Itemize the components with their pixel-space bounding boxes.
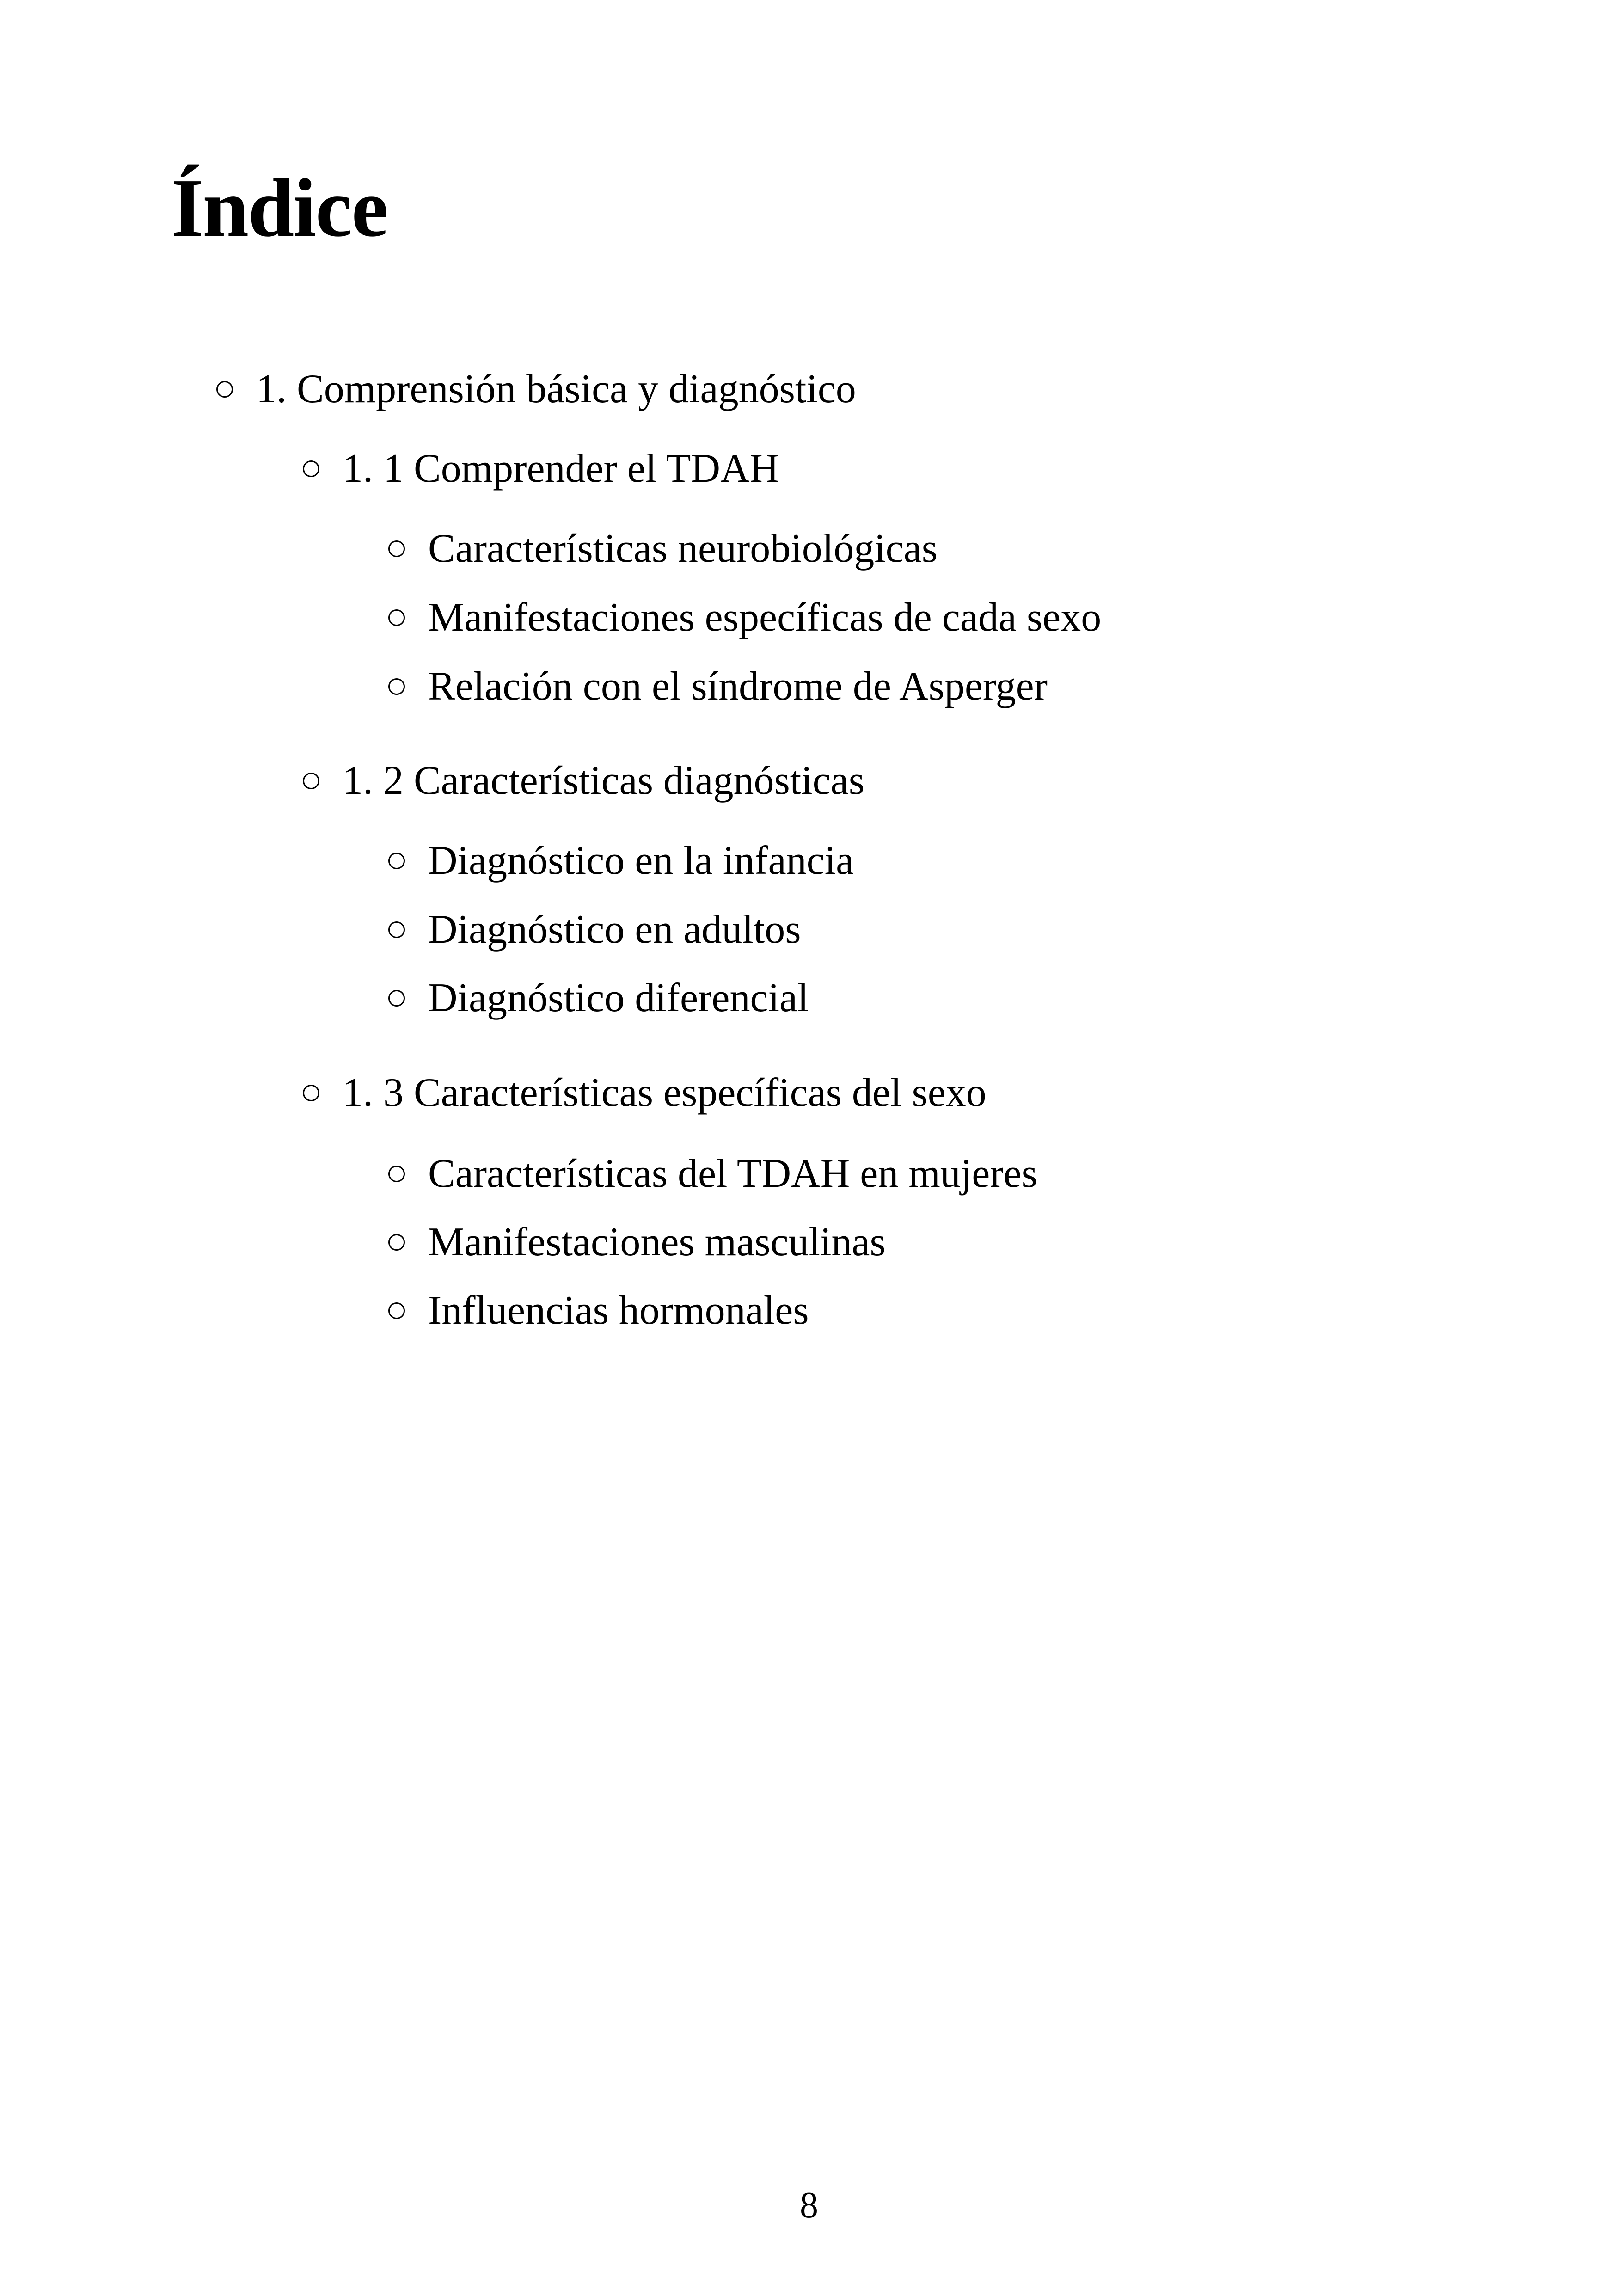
circle-bullet-icon [388, 540, 405, 557]
circle-bullet-icon [388, 1234, 405, 1251]
toc-section-1-3[interactable] [303, 1070, 987, 1115]
toc-item[interactable] [388, 1151, 1037, 1196]
toc-item-label: Características neurobiológicas [428, 526, 938, 571]
toc-section-label: 1. 2 Características diagnósticas [343, 758, 864, 803]
toc-item-label: Diagnóstico en la infancia [428, 838, 854, 883]
circle-bullet-icon [388, 678, 405, 695]
toc-item-label: Relación con el síndrome de Asperger [428, 664, 1048, 709]
toc-section-label: 1. 1 Comprender el TDAH [343, 446, 779, 491]
toc-item-label: Manifestaciones específicas de cada sexo [428, 595, 1102, 640]
toc-section-1-2[interactable] [303, 758, 864, 803]
toc-item-label: Diagnóstico diferencial [428, 976, 809, 1020]
toc-item-label: Diagnóstico en adultos [428, 907, 801, 952]
toc-item[interactable] [388, 597, 1101, 638]
page-title: Índice [171, 162, 388, 254]
toc-chapter-label: 1. Comprensión básica y diagnóstico [256, 367, 856, 411]
circle-bullet-icon [303, 1085, 319, 1101]
circle-bullet-icon [388, 1302, 405, 1319]
toc-item-label: Influencias hormonales [428, 1288, 809, 1333]
circle-bullet-icon [388, 609, 405, 626]
toc-item[interactable] [388, 1290, 809, 1331]
toc-item[interactable] [388, 528, 938, 569]
toc-chapter-1[interactable] [216, 369, 856, 410]
circle-bullet-icon [216, 381, 233, 398]
circle-bullet-icon [303, 773, 319, 789]
circle-bullet-icon [388, 853, 405, 869]
toc-item[interactable] [388, 666, 1048, 707]
page-number: 8 [800, 2185, 818, 2226]
toc-item[interactable] [388, 909, 801, 950]
circle-bullet-icon [303, 460, 319, 477]
toc-item[interactable] [388, 978, 809, 1019]
toc-item[interactable] [388, 838, 854, 883]
circle-bullet-icon [388, 990, 405, 1007]
circle-bullet-icon [388, 1166, 405, 1182]
toc-section-1-1[interactable] [303, 448, 779, 489]
toc-item[interactable] [388, 1222, 886, 1263]
toc-item-label: Manifestaciones masculinas [428, 1220, 886, 1265]
toc-item-label: Características del TDAH en mujeres [428, 1151, 1037, 1196]
circle-bullet-icon [388, 921, 405, 938]
toc-section-label: 1. 3 Características específicas del sexo [343, 1070, 987, 1115]
